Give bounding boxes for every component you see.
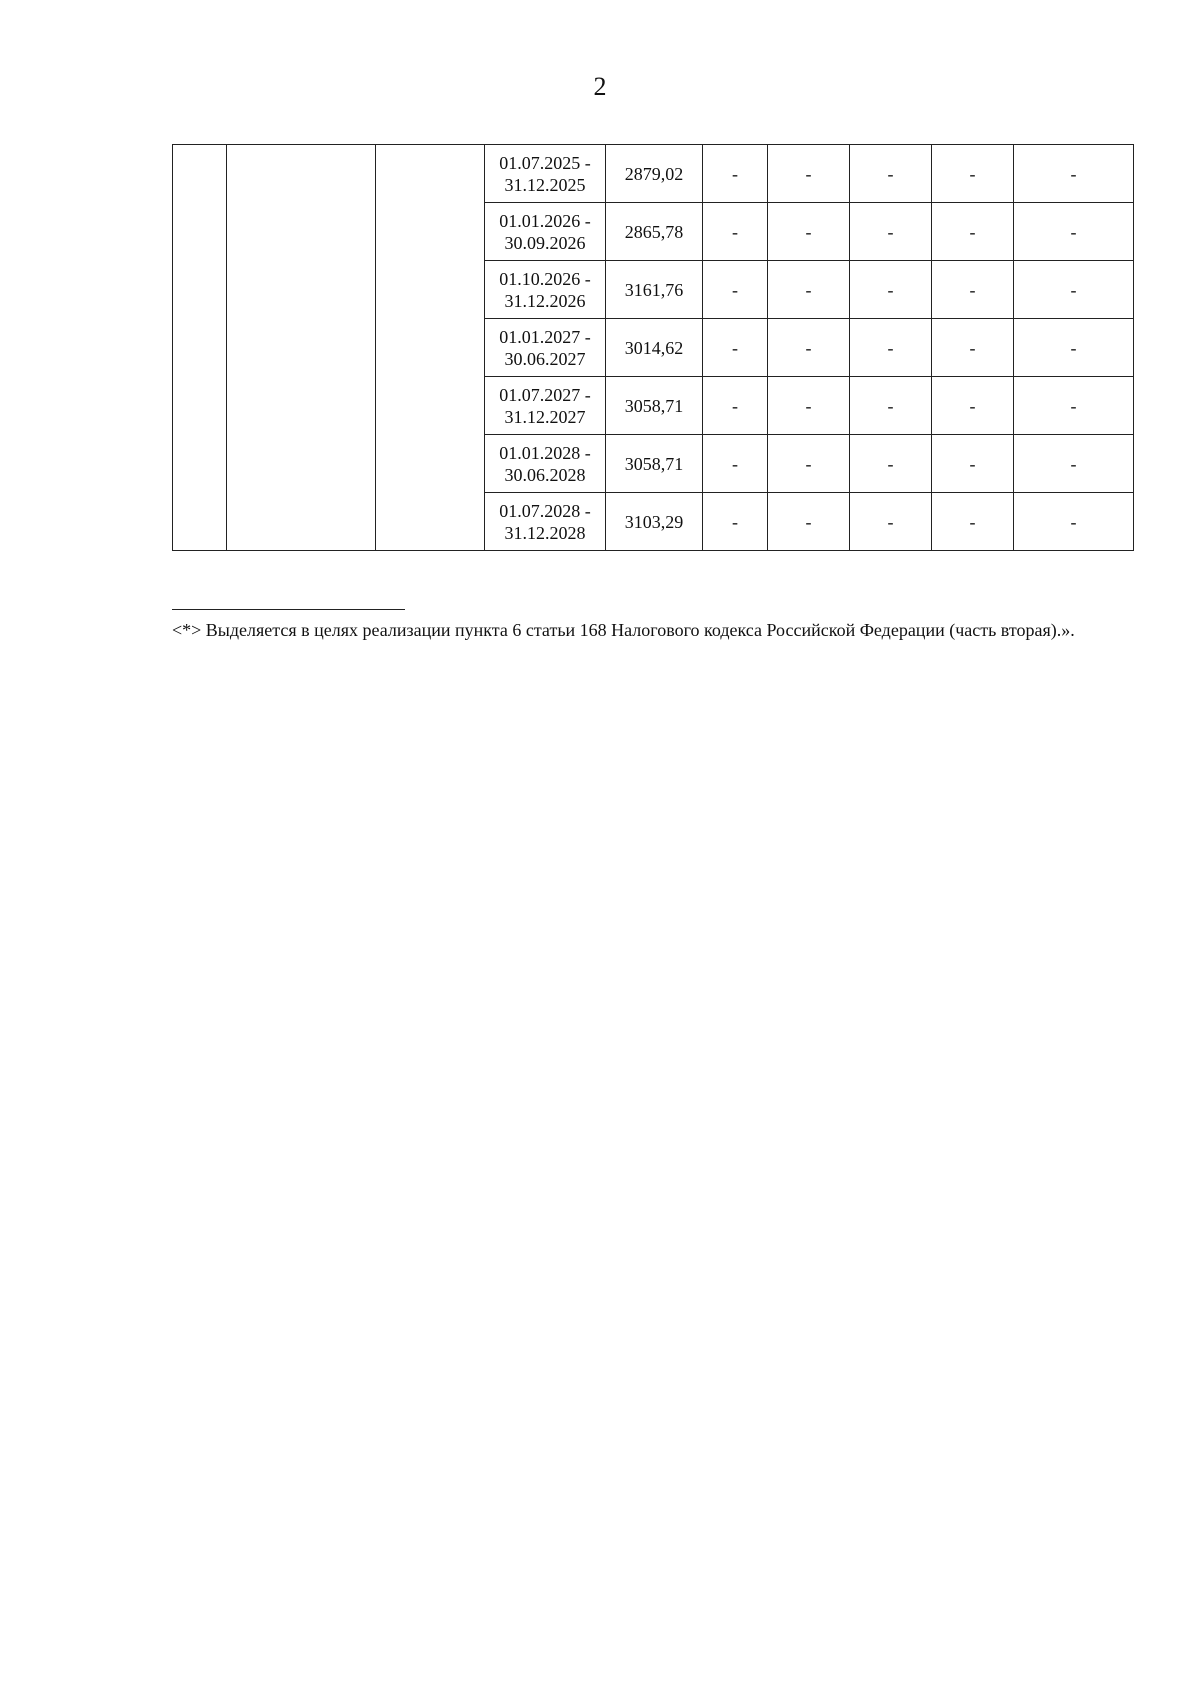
period-cell — [485, 145, 606, 203]
value-cell: - — [850, 261, 932, 319]
value-cell: - — [768, 435, 850, 493]
value-cell: - — [768, 203, 850, 261]
period-start: 01.10.2026 - — [499, 268, 591, 289]
footnote-text: <*> Выделяется в целях реализации пункта 6 статьи 168 Налогового кодекса Российской Федерации (часть вторая).». — [172, 620, 1075, 640]
period-end: 31.12.2026 — [504, 290, 586, 311]
value-cell: - — [1014, 261, 1134, 319]
period-start: 01.01.2027 - — [499, 326, 591, 347]
period-end: 30.09.2026 — [504, 232, 586, 253]
price-cell: 3161,76 — [606, 261, 703, 319]
footnote-rule — [172, 609, 405, 610]
value-cell: - — [932, 261, 1014, 319]
period-cell — [485, 319, 606, 377]
tariff-table — [172, 144, 1134, 551]
value-cell: - — [1014, 435, 1134, 493]
value-cell: - — [703, 203, 768, 261]
value-cell: - — [850, 203, 932, 261]
period-cell — [485, 435, 606, 493]
value-cell: - — [1014, 203, 1134, 261]
price-cell: 3058,71 — [606, 377, 703, 435]
value-cell: - — [768, 145, 850, 203]
period-start: 01.07.2025 - — [499, 152, 591, 173]
period-end: 31.12.2027 — [504, 406, 586, 427]
price-cell: 3014,62 — [606, 319, 703, 377]
value-cell: - — [932, 203, 1014, 261]
value-cell: - — [932, 145, 1014, 203]
value-cell: - — [932, 435, 1014, 493]
period-start: 01.07.2028 - — [499, 500, 591, 521]
period-end: 31.12.2028 — [504, 522, 586, 543]
period-cell — [485, 377, 606, 435]
period-start: 01.01.2026 - — [499, 210, 591, 231]
period-start: 01.07.2027 - — [499, 384, 591, 405]
value-cell: - — [703, 261, 768, 319]
value-cell: - — [768, 319, 850, 377]
merged-empty-cell — [376, 145, 485, 551]
value-cell: - — [850, 145, 932, 203]
value-cell: - — [850, 493, 932, 551]
period-start: 01.01.2028 - — [499, 442, 591, 463]
value-cell: - — [1014, 145, 1134, 203]
value-cell: - — [932, 377, 1014, 435]
value-cell: - — [932, 319, 1014, 377]
value-cell: - — [850, 377, 932, 435]
period-cell — [485, 493, 606, 551]
tariff-table-body — [173, 145, 1134, 551]
page-number: 2 — [593, 72, 607, 101]
table-row — [173, 145, 1134, 203]
period-cell — [485, 203, 606, 261]
value-cell: - — [768, 261, 850, 319]
period-end: 31.12.2025 — [504, 174, 586, 195]
value-cell: - — [768, 377, 850, 435]
period-end: 30.06.2027 — [504, 348, 586, 369]
merged-empty-cell — [227, 145, 376, 551]
price-cell: 2865,78 — [606, 203, 703, 261]
value-cell: - — [1014, 377, 1134, 435]
period-cell — [485, 261, 606, 319]
value-cell: - — [703, 145, 768, 203]
merged-empty-cell — [173, 145, 227, 551]
value-cell: - — [703, 435, 768, 493]
price-cell: 2879,02 — [606, 145, 703, 203]
value-cell: - — [1014, 319, 1134, 377]
price-cell: 3103,29 — [606, 493, 703, 551]
price-cell: 3058,71 — [606, 435, 703, 493]
value-cell: - — [703, 319, 768, 377]
value-cell: - — [703, 377, 768, 435]
value-cell: - — [850, 435, 932, 493]
period-end: 30.06.2028 — [504, 464, 586, 485]
value-cell: - — [768, 493, 850, 551]
value-cell: - — [932, 493, 1014, 551]
value-cell: - — [850, 319, 932, 377]
value-cell: - — [703, 493, 768, 551]
value-cell: - — [1014, 493, 1134, 551]
